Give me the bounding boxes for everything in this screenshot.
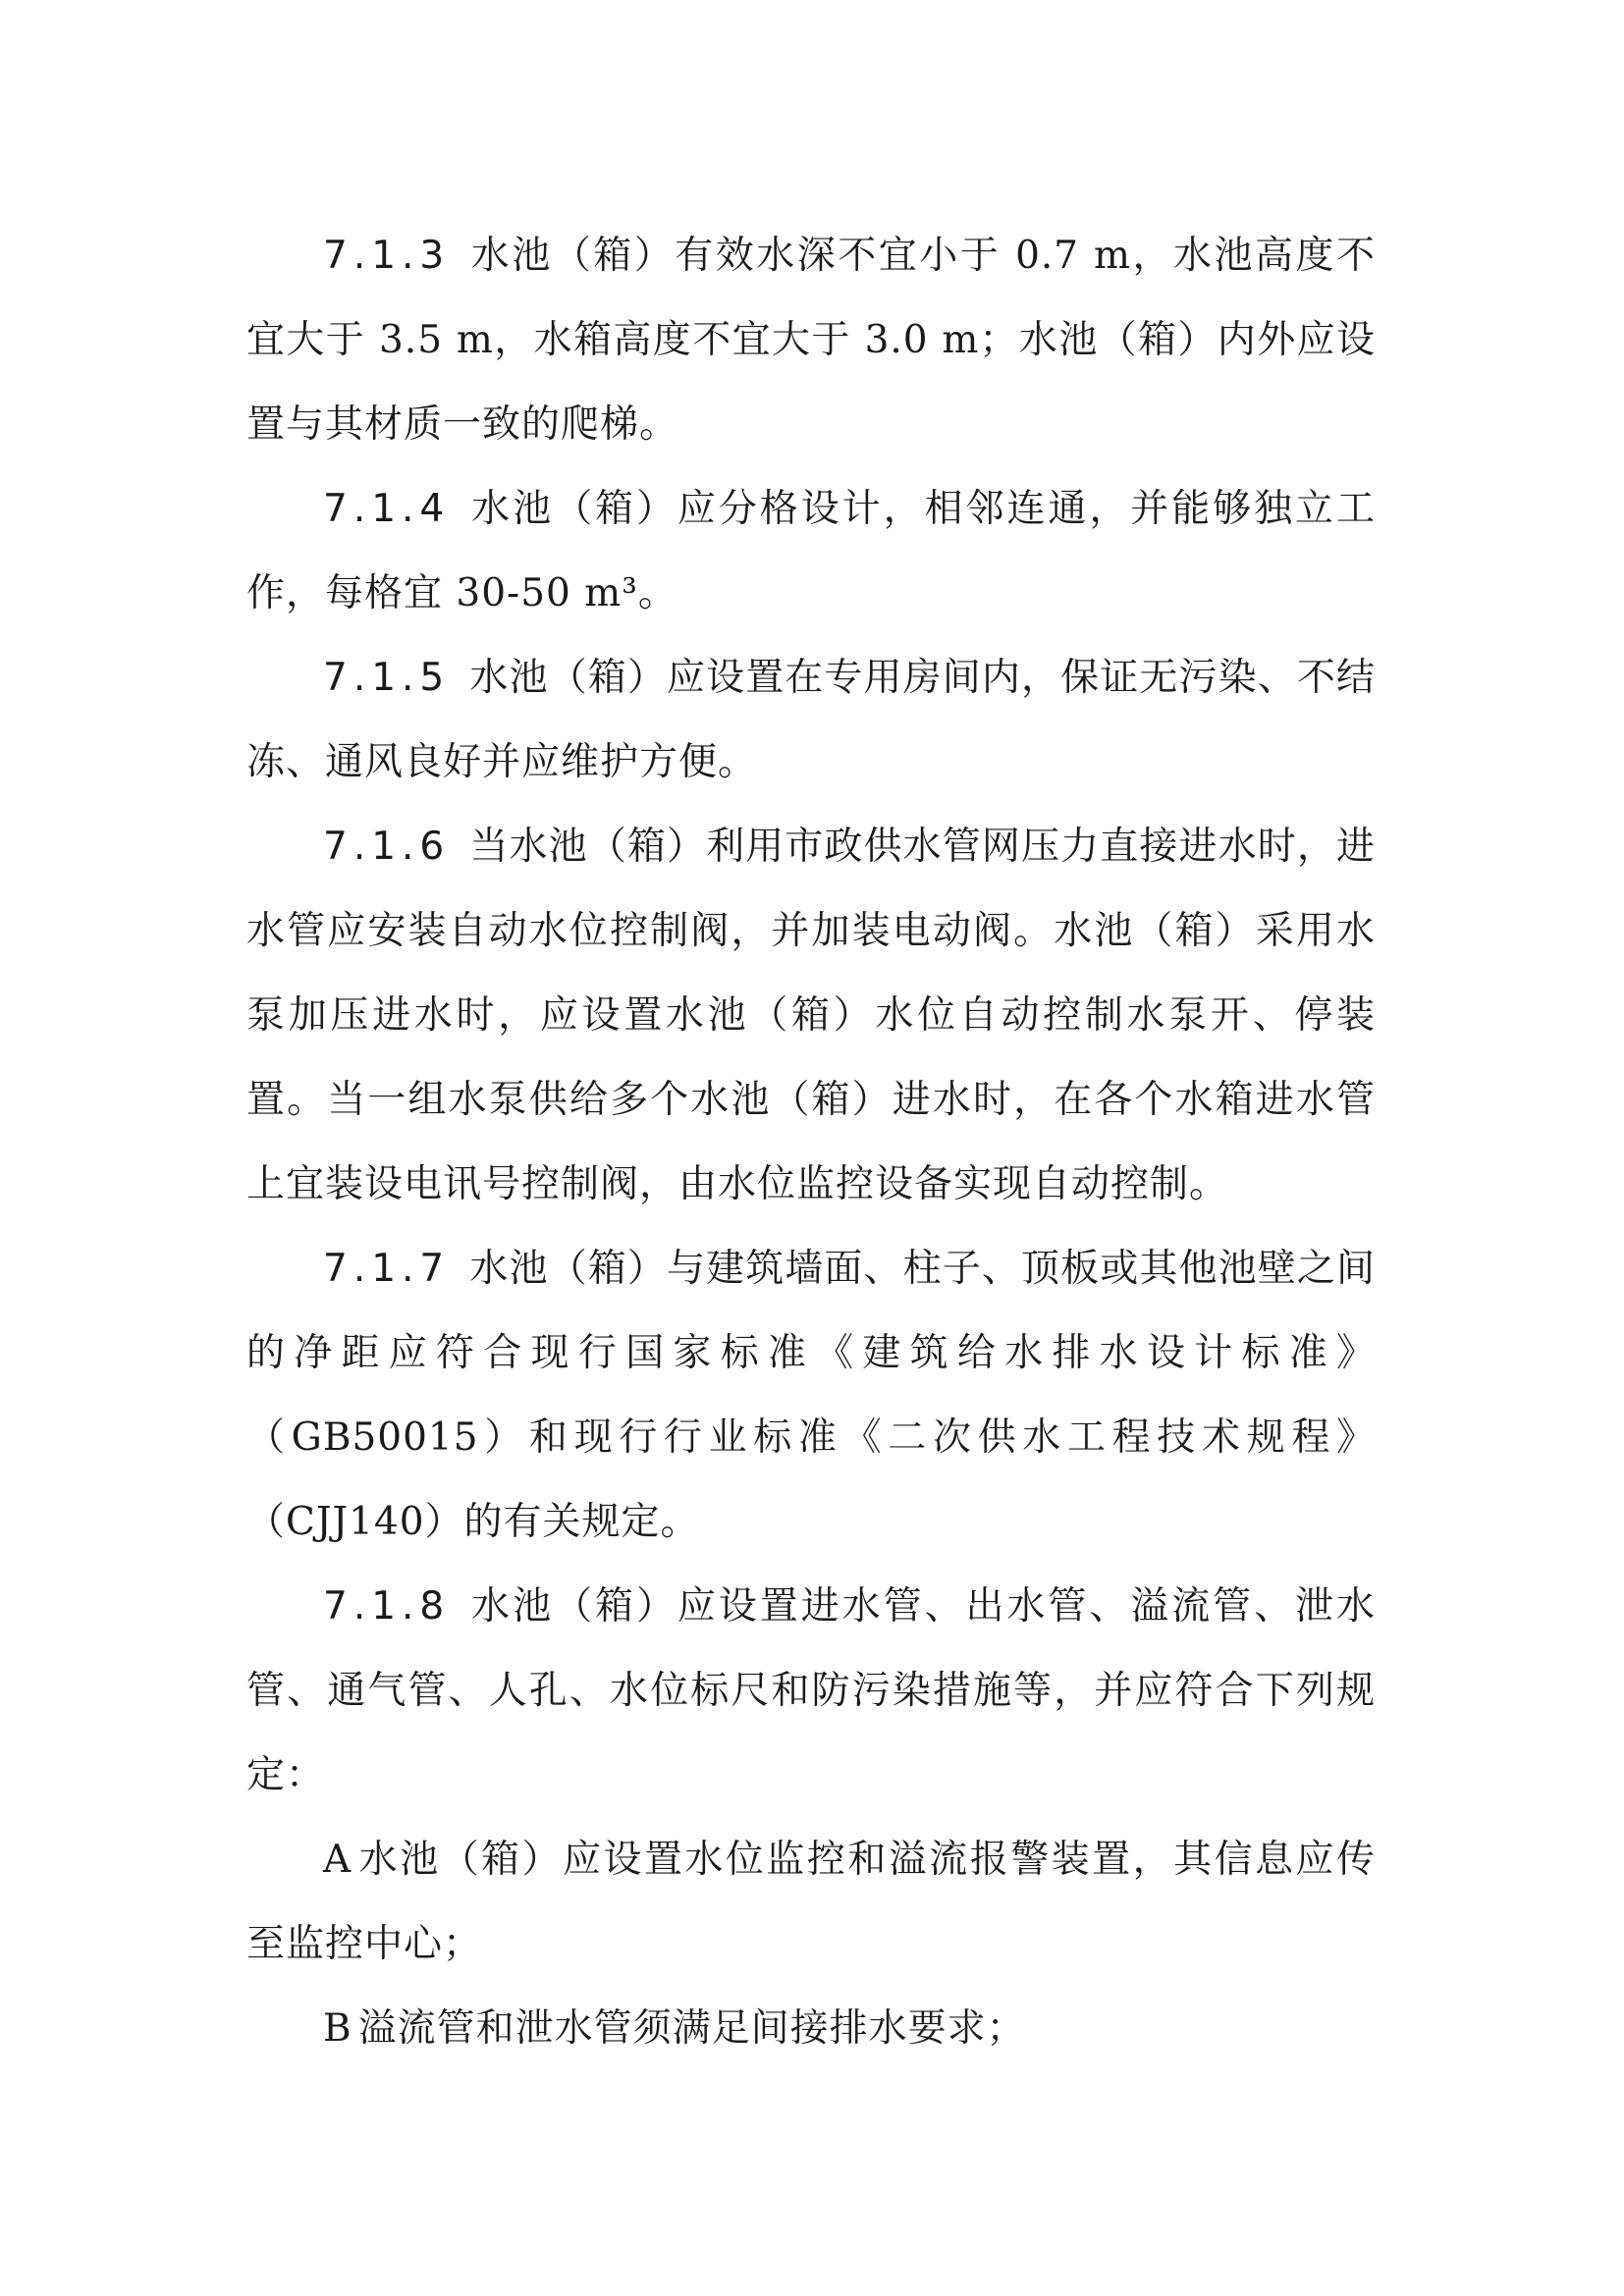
clause-number: 7.1.8: [323, 1584, 451, 1629]
clause-text: 水池（箱）与建筑墙面、柱子、顶板或其他池壁之间的净距应符合现行国家标准《建筑给水排水设计标准》（GB50015）和现行行业标准《二次供水工程技术规程》（CJJ140）的有关规定。: [246, 1247, 1376, 1544]
item-letter: A: [323, 1838, 352, 1882]
clause-7-1-3: [246, 214, 1376, 467]
item-letter: B: [323, 2006, 352, 2051]
document-body: [246, 214, 1376, 2071]
clause-number: 7.1.5: [323, 656, 451, 700]
clause-7-1-4: [246, 467, 1376, 636]
clause-number: 7.1.7: [323, 1247, 451, 1291]
item-text: 水池（箱）应设置水位监控和溢流报警装置，其信息应传至监控中心；: [246, 1838, 1376, 1966]
clause-7-1-5: [246, 636, 1376, 805]
list-item-a: [246, 1818, 1376, 1987]
clause-7-1-6: [246, 805, 1376, 1227]
clause-text: 水池（箱）应分格设计，相邻连通，并能够独立工作，每格宜 30-50 m³。: [246, 487, 1376, 615]
clause-7-1-7: [246, 1227, 1376, 1565]
clause-text: 水池（箱）应设置在专用房间内，保证无污染、不结冻、通风良好并应维护方便。: [246, 656, 1376, 784]
clause-number: 7.1.6: [323, 825, 451, 869]
clause-text: 水池（箱）有效水深不宜小于 0.7 m，水池高度不宜大于 3.5 m，水箱高度不宜大于 3.0 m；水池（箱）内外应设置与其材质一致的爬梯。: [246, 234, 1376, 447]
clause-number: 7.1.4: [323, 487, 451, 531]
clause-text: 当水池（箱）利用市政供水管网压力直接进水时，进水管应安装自动水位控制阀，并加装电动阀。水池（箱）采用水泵加压进水时，应设置水池（箱）水位自动控制水泵开、停装置。当一组水泵供给多个水池（箱）进水时，在各个水箱进水管上宜装设电讯号控制阀，由水位监控设备实现自动控制。: [246, 825, 1376, 1206]
item-text: 溢流管和泄水管须满足间接排水要求；: [357, 2006, 1026, 2051]
clause-number: 7.1.3: [323, 234, 451, 278]
list-item-b: [246, 1987, 1376, 2071]
clause-text: 水池（箱）应设置进水管、出水管、溢流管、泄水管、通气管、人孔、水位标尺和防污染措施等，并应符合下列规定：: [246, 1584, 1376, 1797]
clause-7-1-8: [246, 1565, 1376, 1818]
